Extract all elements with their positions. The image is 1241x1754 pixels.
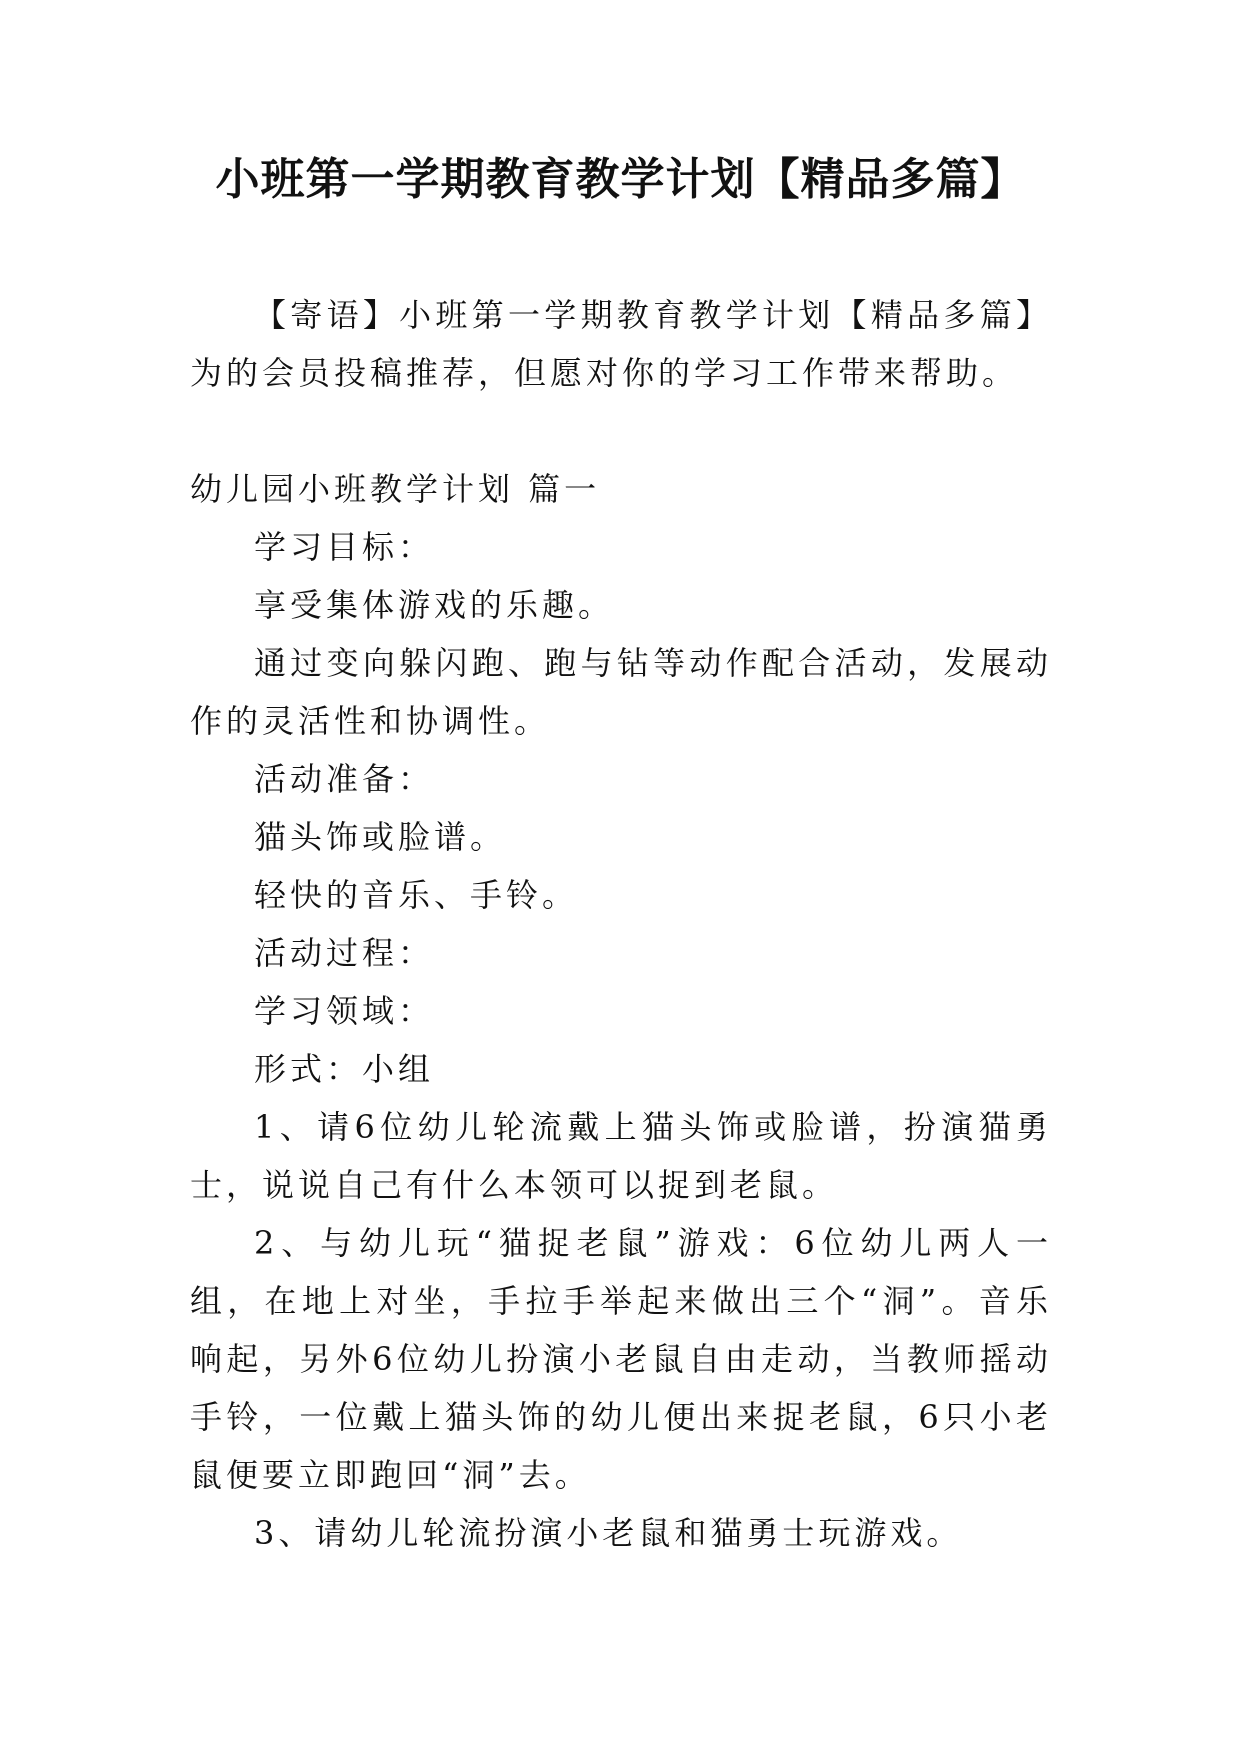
paragraph: 学习目标： bbox=[254, 528, 435, 566]
paragraph: 享受集体游戏的乐趣。 bbox=[254, 586, 615, 624]
paragraph: 活动准备： bbox=[254, 760, 435, 798]
paragraph: 轻快的音乐、手铃。 bbox=[254, 876, 579, 914]
paragraph: 2、与幼儿玩“猫捉老鼠”游戏：6位幼儿两人一组，在地上对坐，手拉手举起来做出三个“洞”。音乐响起，另外6位幼儿扮演小老鼠自由走动，当教师摇动手铃，一位戴上猫头饰的幼儿便出来捉老鼠，6只小老鼠便要立即跑回“洞”去。 bbox=[190, 1224, 1052, 1494]
document-title: 小班第一学期教育教学计划【精品多篇】 bbox=[215, 154, 1026, 205]
paragraph: 1、请6位幼儿轮流戴上猫头饰或脸谱，扮演猫勇士，说说自己有什么本领可以捉到老鼠。 bbox=[190, 1108, 1052, 1204]
section-heading: 幼儿园小班教学计划 篇一 bbox=[190, 470, 601, 508]
paragraph: 形式：小组 bbox=[254, 1050, 435, 1088]
paragraph: 猫头饰或脸谱。 bbox=[254, 818, 507, 856]
document-body bbox=[190, 286, 1052, 1562]
paragraph: 通过变向躲闪跑、跑与钻等动作配合活动，发展动作的灵活性和协调性。 bbox=[190, 644, 1052, 740]
paragraph-spacer bbox=[190, 402, 1052, 460]
paragraph: 活动过程： bbox=[254, 934, 435, 972]
intro-paragraph: 【寄语】小班第一学期教育教学计划【精品多篇】为的会员投稿推荐，但愿对你的学习工作带来帮助。 bbox=[190, 296, 1052, 392]
paragraph: 3、请幼儿轮流扮演小老鼠和猫勇士玩游戏。 bbox=[254, 1514, 963, 1552]
paragraph: 学习领域： bbox=[254, 992, 435, 1030]
